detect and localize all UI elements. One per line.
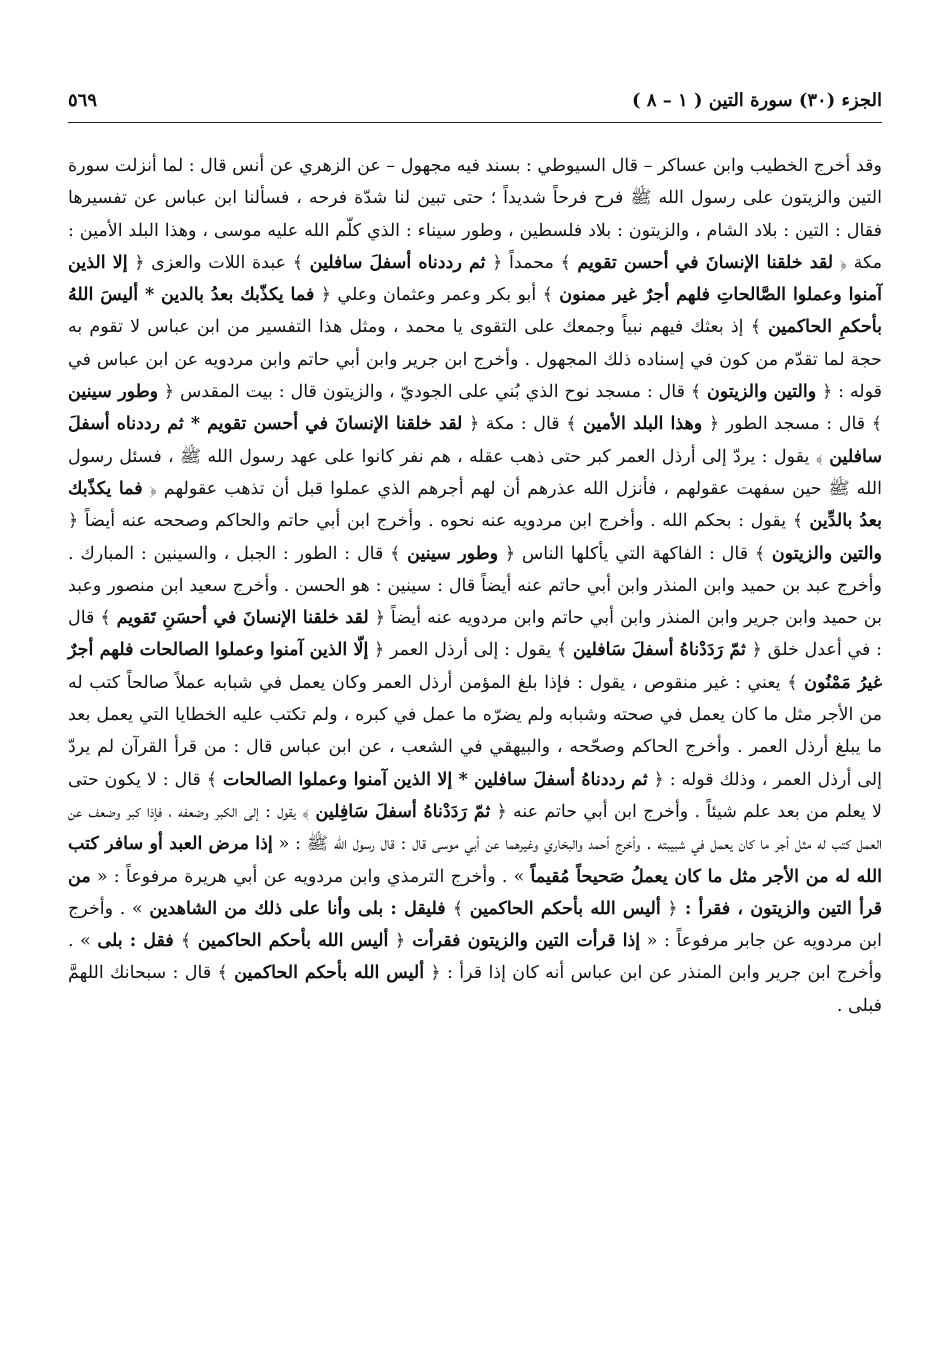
- quran-quote: ﴿ ثم رددناهُ أسفلَ سافلين * إلا الذين آمنوا وعملوا الصالحات ﴾: [206, 769, 664, 790]
- body-segment: يقول : إلى الكبر وضعفه ، فإذا كبر وضعف عن العمل كتب له مثل أجر ما كان يعمل في شبيبته . وأخرج أحمد والبخاري وغيرهما عن أبي موسى قال : قال رسول الله ﷺ : «: [68, 801, 882, 855]
- quran-quote-text: ثمّ رَدَدْناهُ أسفلَ سَافلين: [572, 640, 746, 661]
- quran-quote: ﴿ إلّا الذين آمنوا وعملوا الصالحات فلهم أجرٌ غيرُ مَمْنُون ﴾: [68, 640, 882, 693]
- quran-quote-text: أليس الله بأحكم الحاكمين: [234, 963, 425, 984]
- quran-quote-text: وطور سينين: [68, 382, 159, 403]
- quran-quote: ﴿ فما يكذّبك بعدُ بالدِّين ﴾: [68, 478, 882, 532]
- quran-quote-text: إلا الذين آمنوا وعملوا الصَّالحاتِ فلهم أجرٌ غير ممنون: [68, 252, 882, 306]
- body-segment: يقول : يردّ إلى أرذل العمر كبر حتى ذهب عقله ، هم نفر كانوا على عهد رسول الله ﷺ ، فسئل رسول الله ﷺ حين سفهت عقولهم ، فأنزل الله عذرهم أن لهم أجرهم الذي عملوا قبل أن تذهب عقولهم: [68, 446, 882, 499]
- body-segment: إذ بعثك فيهم نبياً وجمعك على التقوى يا محمد ، ومثل هذا التفسير من ابن عباس لا تقوم به حجة لما تقدّم من كون في إسناده ذلك المجهول . وأخرج ابن جرير وابن أبي حاتم وابن مردويه عن ابن عباس في قوله :: [68, 317, 882, 403]
- quran-quote: ﴿ ثمّ رَدَدْناهُ أسفلَ سَافلين ﴾: [556, 640, 762, 661]
- body-text: [68, 150, 882, 1022]
- body-segment: » . وأخرج ابن جرير وابن المنذر عن ابن عباس أنه كان إذا قرأ :: [68, 931, 883, 984]
- quran-quote: ﴿ وهذا البلد الأمين ﴾: [566, 414, 720, 435]
- hadith-text: من قرأ التين والزيتون ، فقرأ :: [68, 866, 882, 919]
- quran-quote-text: وطور سينين: [407, 543, 499, 564]
- quran-quote-text: أليس الله بأحكم الحاكمين: [197, 931, 389, 952]
- body-segment: قال : سبحانك اللهمَّ فبلى .: [68, 963, 882, 1016]
- quran-quote-text: ثم رددناهُ أسفلَ سافلين * إلا الذين آمنوا وعملوا الصالحات: [222, 769, 648, 790]
- quran-quote: ﴿ لقد خلقنا الإنسانَ في أحسَنِ تَقويم ﴾: [100, 608, 385, 629]
- body-segment: وقد أخرج الخطيب وابن عساكر – قال السيوطي : بسند فيه مجهول – عن الزهري عن أنس قال : لما أنزلت سورة التين والزيتون على رسول الله ﷺ فرح فرحاً شديداً ؛ حتى تبين لنا شدّة فرحه ، فسألنا ابن عباس عن تفسيرها فقال : التين : بلاد الشام ، والزيتون : بلاد فلسطين ، وطور سيناء : الذي كلّم الله عليه موسى ، وهذا البلد الأمين : مكة: [68, 156, 882, 273]
- hadith-text: فليقل : بلى وأنا على ذلك من الشاهدين: [149, 898, 453, 919]
- body-segment: عبدة اللات والعزى: [144, 252, 293, 273]
- quran-quote: ﴿ أليس الله بأحكم الحاكمين ﴾: [452, 898, 678, 919]
- body-segment: يقول : بحكم الله . وأخرج ابن مردويه عنه نحوه . وأخرج ابن أبي حاتم والحاكم وصححه عنه أيضاً: [78, 511, 793, 532]
- quran-quote: ﴿ والتين والزيتون ﴾: [68, 511, 882, 564]
- quran-quote-text: لقد خلقنا الإنسانَ في أحسَنِ تَقويم: [116, 608, 369, 629]
- quran-quote-text: وهذا البلد الأمين: [583, 414, 703, 435]
- body-segment: يعني : غير منقوص ، يقول : فإذا بلغ المؤمن أرذل العمر وكان يعمل في شبابه عملاً صالحاً كتب له من الأجر مثل ما كان يعمل في صحته وشبابه ولم يضرّه ما عمل في كبره ، ولم تكتب عليه الخطايا التي يعمل بعد ما يبلغ أرذل العمر . وأخرج الحاكم وصحّحه ، والبيهقي في الشعب ، عن ابن عباس قال : من قرأ القرآن لم يردّ إلى أرذل العمر ، وذلك قوله :: [68, 672, 882, 790]
- commentary-paragraph: [68, 150, 882, 1022]
- quran-quote-text: فما يكذّبك بعدُ بالدين * أليسَ اللهُ بأحكمِ الحاكمين: [68, 285, 882, 338]
- page-number: ٥٦٩: [68, 90, 98, 111]
- quran-quote: ﴿ إلا الذين آمنوا وعملوا الصَّالحاتِ فلهم أجرٌ غير ممنون ﴾: [68, 252, 882, 306]
- quran-quote-text: لقد خلقنا الإنسانَ في أحسن تقويم * ثم رددناه أسفلَ سافلين: [68, 414, 882, 467]
- body-segment: يقول : إلى أرذل العمر: [384, 640, 557, 661]
- body-segment: قال : الفاكهة التي يأكلها الناس: [515, 543, 755, 564]
- body-segment: » . وأخرج ابن مردويه عن جابر مرفوعاً : «: [68, 898, 882, 952]
- hadith-text: إذا مرض العبد أو سافر كتب الله له من الأجر مثل ما كان يعملُ صَحيحاً مُقيماً: [68, 834, 883, 887]
- body-segment: قال : في أعدل خلق: [68, 608, 882, 661]
- body-segment: » . وأخرج الترمذي وابن مردويه عن أبي هريرة مرفوعاً : «: [90, 866, 531, 887]
- quran-quote: ﴿ أليس الله بأحكم الحاكمين ﴾: [180, 931, 406, 952]
- body-segment: قال : مسجد الطور: [719, 414, 872, 435]
- page-header: [68, 86, 882, 123]
- quran-quote: ﴿ وطور سينين ﴾: [390, 543, 516, 564]
- quran-quote: ﴿ وطور سينين ﴾: [68, 382, 882, 435]
- body-segment: قال : مكة: [479, 414, 567, 435]
- quran-quote-text: ثم رددناه أسفلَ سافلين: [309, 252, 486, 273]
- quran-quote-text: فما يكذّبك بعدُ بالدِّين: [68, 478, 882, 532]
- quran-quote-text: لقد خلقنا الإنسانَ في أحسن تقويم: [577, 252, 834, 273]
- hadith-text: فقل : بلى: [97, 931, 181, 952]
- quran-quote-text: والتين والزيتون: [706, 382, 817, 403]
- quran-quote: ﴿ فما يكذّبك بعدُ بالدين * أليسَ اللهُ بأحكمِ الحاكمين ﴾: [68, 285, 882, 338]
- body-segment: أبو بكر وعمر وعثمان وعلي: [330, 285, 543, 306]
- body-segment: قال : مسجد نوح الذي بُني على الجوديّ ، والزيتون قال : بيت المقدس: [174, 382, 691, 403]
- quran-quote: ﴿ لقد خلقنا الإنسانَ في أحسن تقويم * ثم رددناه أسفلَ سافلين ﴾: [68, 414, 882, 467]
- quran-quote-text: والتين والزيتون: [771, 543, 882, 564]
- quran-quote-text: إلّا الذين آمنوا وعملوا الصالحات فلهم أجرٌ غيرُ مَمْنُون: [68, 640, 882, 693]
- body-segment: قال : لا يكون حتى لا يعلم من بعد علم شيئاً . وأخرج ابن أبي حاتم عنه: [68, 769, 882, 822]
- hadith-text: إذا قرأت التين والزيتون فقرأت: [405, 931, 641, 952]
- running-title: الجزء (٣٠) سورة التين ( ١ – ٨ ): [632, 90, 882, 111]
- body-segment: قال : الطور : الجبل ، والسينين : المبارك . وأخرج عبد بن حميد وابن المنذر وابن أبي حاتم عنه أيضاً قال : سينين : هو الحسن . وأخرج سعيد ابن منصور وعبد بن حميد وابن جرير وابن المنذر وابن أبي حاتم وابن مردويه عنه أيضاً: [68, 543, 882, 629]
- quran-quote: ﴿ ثمّ رَدَدْناهُ أسفلَ سَافِلين ﴾: [302, 801, 507, 822]
- quran-quote-text: أليس الله بأحكم الحاكمين: [469, 898, 661, 919]
- quran-quote-text: ثمّ رَدَدْناهُ أسفلَ سَافِلين: [315, 801, 491, 822]
- quran-quote: ﴿ أليس الله بأحكم الحاكمين ﴾: [217, 963, 441, 984]
- body-segment: محمداً: [502, 252, 561, 273]
- quran-quote: ﴿ لقد خلقنا الإنسانَ في أحسن تقويم ﴾: [560, 252, 847, 273]
- quran-quote: ﴿ والتين والزيتون ﴾: [690, 382, 833, 403]
- quran-quote: ﴿ ثم رددناه أسفلَ سافلين ﴾: [292, 252, 503, 273]
